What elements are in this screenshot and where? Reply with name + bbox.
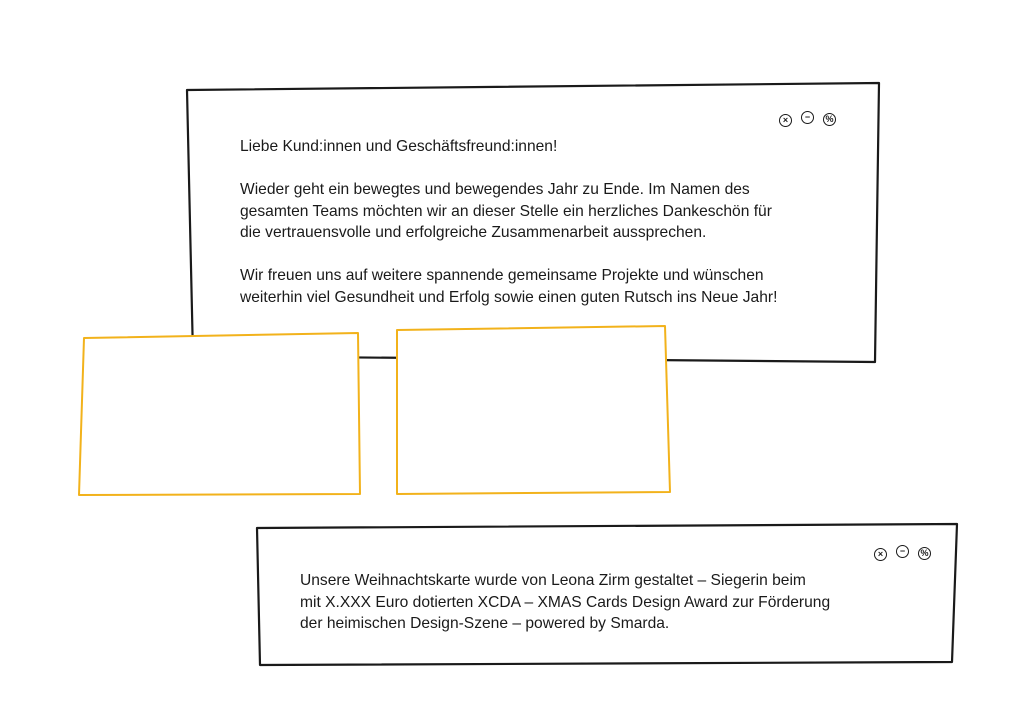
credit-line3: der heimischen Design-Szene – powered by Smarda. (300, 615, 670, 632)
letter-paragraph1-line3: die vertrauensvolle und erfolgreiche Zusammenarbeit aussprechen. (240, 224, 707, 241)
percent-icon[interactable]: % (823, 113, 836, 126)
minimize-icon[interactable]: − (801, 111, 814, 124)
percent-icon[interactable]: % (918, 547, 931, 560)
credit-window-controls (874, 548, 931, 561)
minimize-icon[interactable]: − (896, 545, 909, 558)
close-icon[interactable]: × (779, 114, 792, 127)
credit-line1: Unsere Weihnachtskarte wurde von Leona Zirm gestaltet – Siegerin beim (300, 572, 806, 589)
letter-text (240, 136, 777, 308)
letter-greeting: Liebe Kund:innen und Geschäftsfreund:innen! (240, 138, 558, 155)
image-placeholder-right[interactable] (397, 326, 670, 494)
credit-text (300, 570, 830, 635)
letter-window-controls (779, 114, 836, 127)
letter-paragraph1-line2: gesamten Teams möchten wir an dieser Stelle ein herzliches Dankeschön für (240, 202, 772, 220)
letter-paragraph1-line1: Wieder geht ein bewegtes und bewegendes Jahr zu Ende. Im Namen des (240, 181, 750, 198)
letter-paragraph2-line1: Wir freuen uns auf weitere spannende gemeinsame Projekte und wünschen (240, 267, 764, 284)
image-placeholder-left[interactable] (79, 333, 360, 495)
close-icon[interactable]: × (874, 548, 887, 561)
credit-line2: mit X.XXX Euro dotierten XCDA – XMAS Cards Design Award zur Förderung (300, 593, 831, 611)
letter-paragraph2-line2: weiterhin viel Gesundheit und Erfolg sowie einen guten Rutsch ins Neue Jahr! (240, 288, 778, 306)
